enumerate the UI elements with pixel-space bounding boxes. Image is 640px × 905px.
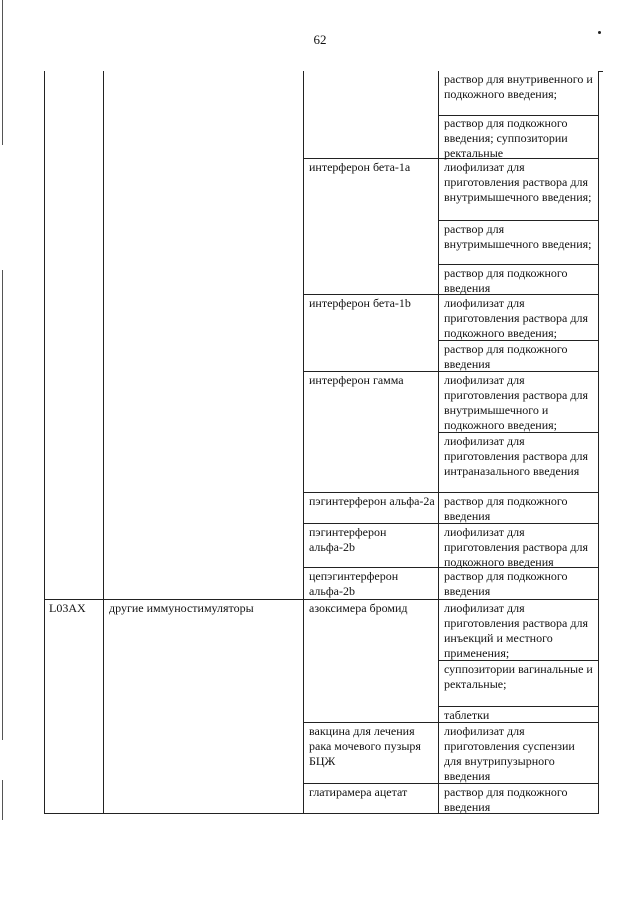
table-cell: лиофилизат для приготовления суспензии для внутрипузырного введения <box>444 724 575 783</box>
table-cell: азоксимера бромид <box>309 601 408 615</box>
table-border-col4 <box>438 71 439 814</box>
scan-edge-mark <box>2 0 3 145</box>
table-cell: раствор для подкожного введения <box>444 569 568 598</box>
table-cell: раствор для внутримышечного введения; <box>444 222 592 251</box>
row-rule <box>44 599 599 600</box>
group-name-cell: другие иммуностимуляторы <box>109 601 254 615</box>
table-cell: лиофилизат для приготовления раствора для инъекций и местного применения; <box>444 601 588 660</box>
scan-edge-mark <box>2 780 3 820</box>
row-rule <box>438 706 599 707</box>
table-border-col2 <box>103 71 104 814</box>
table-border-corner <box>598 71 603 72</box>
scan-edge-mark <box>2 270 3 740</box>
table-border-col3 <box>303 71 304 814</box>
table-cell: интерферон бета-1a <box>309 160 411 174</box>
row-rule <box>303 492 599 493</box>
table-cell: раствор для подкожного введения <box>444 342 568 371</box>
table-cell: интерферон гамма <box>309 373 404 387</box>
table-cell: таблетки <box>444 708 490 722</box>
table-border-right <box>598 71 599 814</box>
table-cell: лиофилизат для приготовления раствора для внутримышечного введения; <box>444 160 592 204</box>
page-number: 62 <box>313 32 327 47</box>
table-cell: раствор для подкожного введения <box>444 785 568 814</box>
table-cell: раствор для подкожного введения <box>444 494 568 523</box>
table-border-left <box>44 71 45 814</box>
table-cell: лиофилизат для приготовления раствора для интраназального введения <box>444 434 588 478</box>
table-cell: суппозитории вагинальные и ректальные; <box>444 662 593 691</box>
table-cell: пэгинтерферон альфа-2b <box>309 525 387 554</box>
row-rule <box>438 264 599 265</box>
table-cell: раствор для подкожного введения <box>444 266 568 295</box>
table-cell: лиофилизат для приготовления раствора для подкожного введения; <box>444 296 588 340</box>
table-cell: цепэгинтерферон альфа-2b <box>309 569 399 598</box>
table-cell: интерферон бета-1b <box>309 296 411 310</box>
table-cell: вакцина для лечения рака мочевого пузыря БЦЖ <box>309 724 421 768</box>
table-cell: глатирамера ацетат <box>309 785 408 799</box>
table-cell: лиофилизат для приготовления раствора для подкожного введения <box>444 525 588 569</box>
atc-code-cell: L03AX <box>49 601 86 615</box>
scan-dot <box>598 31 601 34</box>
table-cell: лиофилизат для приготовления раствора для внутримышечного и подкожного введения; <box>444 373 588 432</box>
row-rule <box>438 220 599 221</box>
table-cell: раствор для внутривенного и подкожного введения; <box>444 72 593 101</box>
table-cell: пэгинтерферон альфа-2a <box>309 494 435 508</box>
table-cell: раствор для подкожного введения; суппозитории ректальные <box>444 116 568 160</box>
